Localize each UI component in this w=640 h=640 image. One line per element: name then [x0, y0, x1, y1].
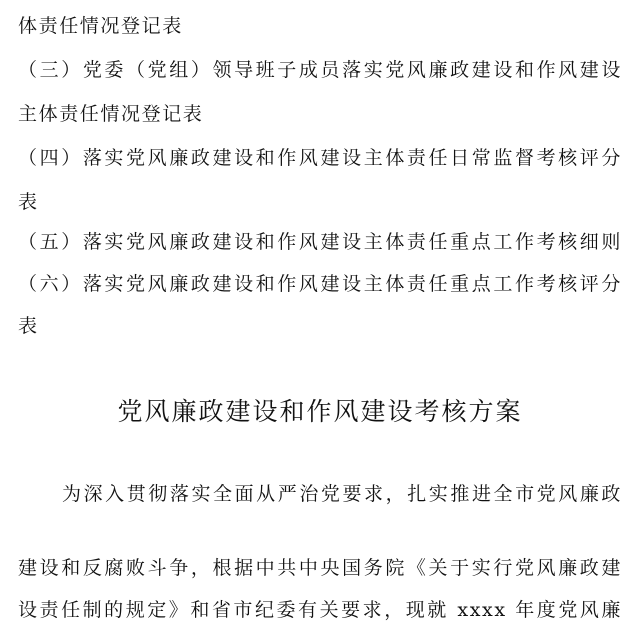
list-item-5: （五）落实党风廉政建设和作风建设主体责任重点工作考核细则	[18, 231, 622, 253]
list-item-4-continuation: 表	[18, 191, 39, 213]
list-item-3: （三）党委（党组）领导班子成员落实党风廉政建设和作风建设	[18, 59, 622, 81]
paragraph-line: 设责任制的规定》和省市纪委有关要求，现就 xxxx 年度党风廉	[18, 599, 622, 621]
list-item-6: （六）落实党风廉政建设和作风建设主体责任重点工作考核评分	[18, 273, 622, 295]
list-item-4: （四）落实党风廉政建设和作风建设主体责任日常监督考核评分	[18, 147, 622, 169]
document-title: 党风廉政建设和作风建设考核方案	[117, 397, 523, 426]
list-item-3-continuation: 主体责任情况登记表	[18, 103, 204, 125]
list-item-6-continuation: 表	[18, 315, 39, 337]
paragraph-line: 为深入贯彻落实全面从严治党要求，扎实推进全市党风廉政	[62, 483, 622, 505]
paragraph-line: 建设和反腐败斗争，根据中共中央国务院《关于实行党风廉政建	[18, 557, 622, 579]
list-continuation-line: 体责任情况登记表	[18, 15, 183, 37]
